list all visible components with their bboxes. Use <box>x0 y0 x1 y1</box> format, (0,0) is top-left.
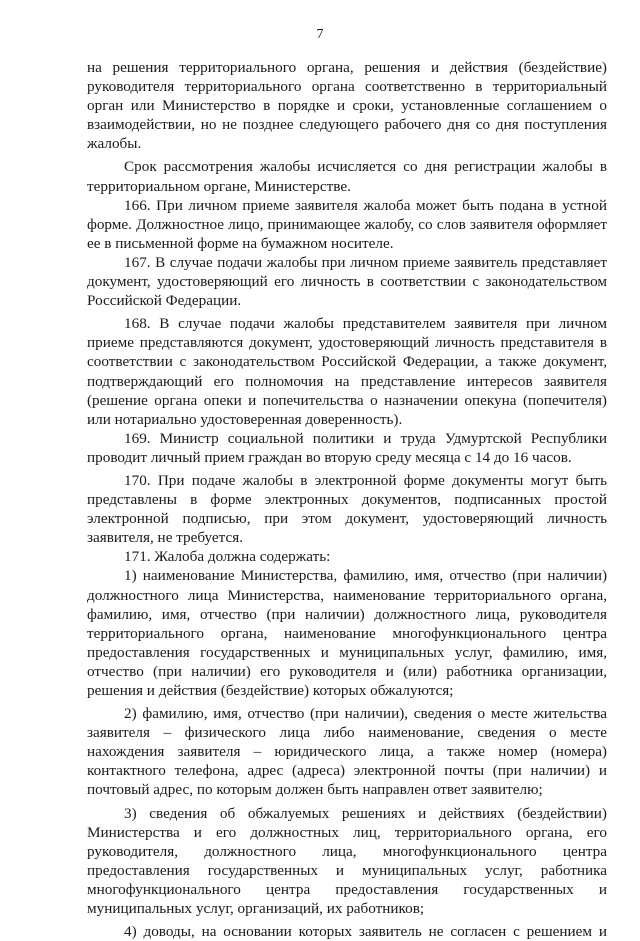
list-item-4: 4) доводы, на основании которых заявитель не согласен с решением и <box>124 923 607 941</box>
paragraph-continuation: на решения территориального органа, решения и действия (бездействие) руководителя территориального органа соответственно в территориальный орган или Министерство в порядке и сроки, установленные соглашением о взаимодействии, но не позднее следующего рабочего дня со дня поступления жалобы. <box>87 59 607 153</box>
list-item-2: 2) фамилию, имя, отчество (при наличии), сведения о месте жительства заявителя – физического лица либо наименование, сведения о месте нахождения заявителя – юридического лица, а также номер (номера) контактного телефона, адрес (адреса) электронной почты (при наличии) и почтовый адрес, по которым должен быть направлен ответ заявителю; <box>87 705 607 799</box>
paragraph-168: 168. В случае подачи жалобы представителем заявителя при личном приеме представляются документ, удостоверяющий личность представителя в соответствии с законодательством Российской Федерации, а также документ, подтверждающий его полномочия на представление интересов заявителя (решение органа опеки и попечительства о назначении опекуна (попечителя) или нотариально удостоверенная доверенность). <box>87 315 607 428</box>
paragraph-170: 170. При подаче жалобы в электронной форме документы могут быть представлены в форме электронных документов, подписанных простой электронной подписью, при этом документ, удостоверяющий личность заявителя, не требуется. <box>87 471 607 547</box>
paragraph-166: 166. При личном приеме заявителя жалоба может быть подана в устной форме. Должностное лицо, принимающее жалобу, со слов заявителя оформляет ее в письменной форме на бумажном носителе. <box>87 196 607 252</box>
page-number: 7 <box>316 27 324 42</box>
list-item-1: 1) наименование Министерства, фамилию, имя, отчество (при наличии) должностного лица Министерства, наименование территориального органа, фамилию, имя, отчество (при наличии) должностного лица, руководителя территориального органа, наименование многофункционального центра предоставления государственных и муниципальных услуг, фамилию, имя, отчество (при наличии) его руководителя и (или) работника организации, решения и действия (бездействие) которых обжалуются; <box>87 567 607 699</box>
list-item-3: 3) сведения об обжалуемых решениях и действиях (бездействии) Министерства и его должностных лиц, территориального органа, его руководителя, должностного лица, многофункционального центра предоставления государственных и муниципальных услуг, работника многофункционального центра предоставления государственных и муниципальных услуг, организаций, их работников; <box>87 804 607 918</box>
paragraph-complaint-term: Срок рассмотрения жалобы исчисляется со дня регистрации жалобы в территориальном органе, Министерстве. <box>87 158 607 195</box>
paragraph-171: 171. Жалоба должна содержать: <box>124 548 331 566</box>
paragraph-169: 169. Министр социальной политики и труда Удмуртской Республики проводит личный прием граждан во вторую среду месяца с 14 до 16 часов. <box>87 429 607 466</box>
paragraph-167: 167. В случае подачи жалобы при личном приеме заявитель представляет документ, удостоверяющий его личность в соответствии с законодательством Российской Федерации. <box>87 253 607 310</box>
document-body <box>87 58 607 941</box>
